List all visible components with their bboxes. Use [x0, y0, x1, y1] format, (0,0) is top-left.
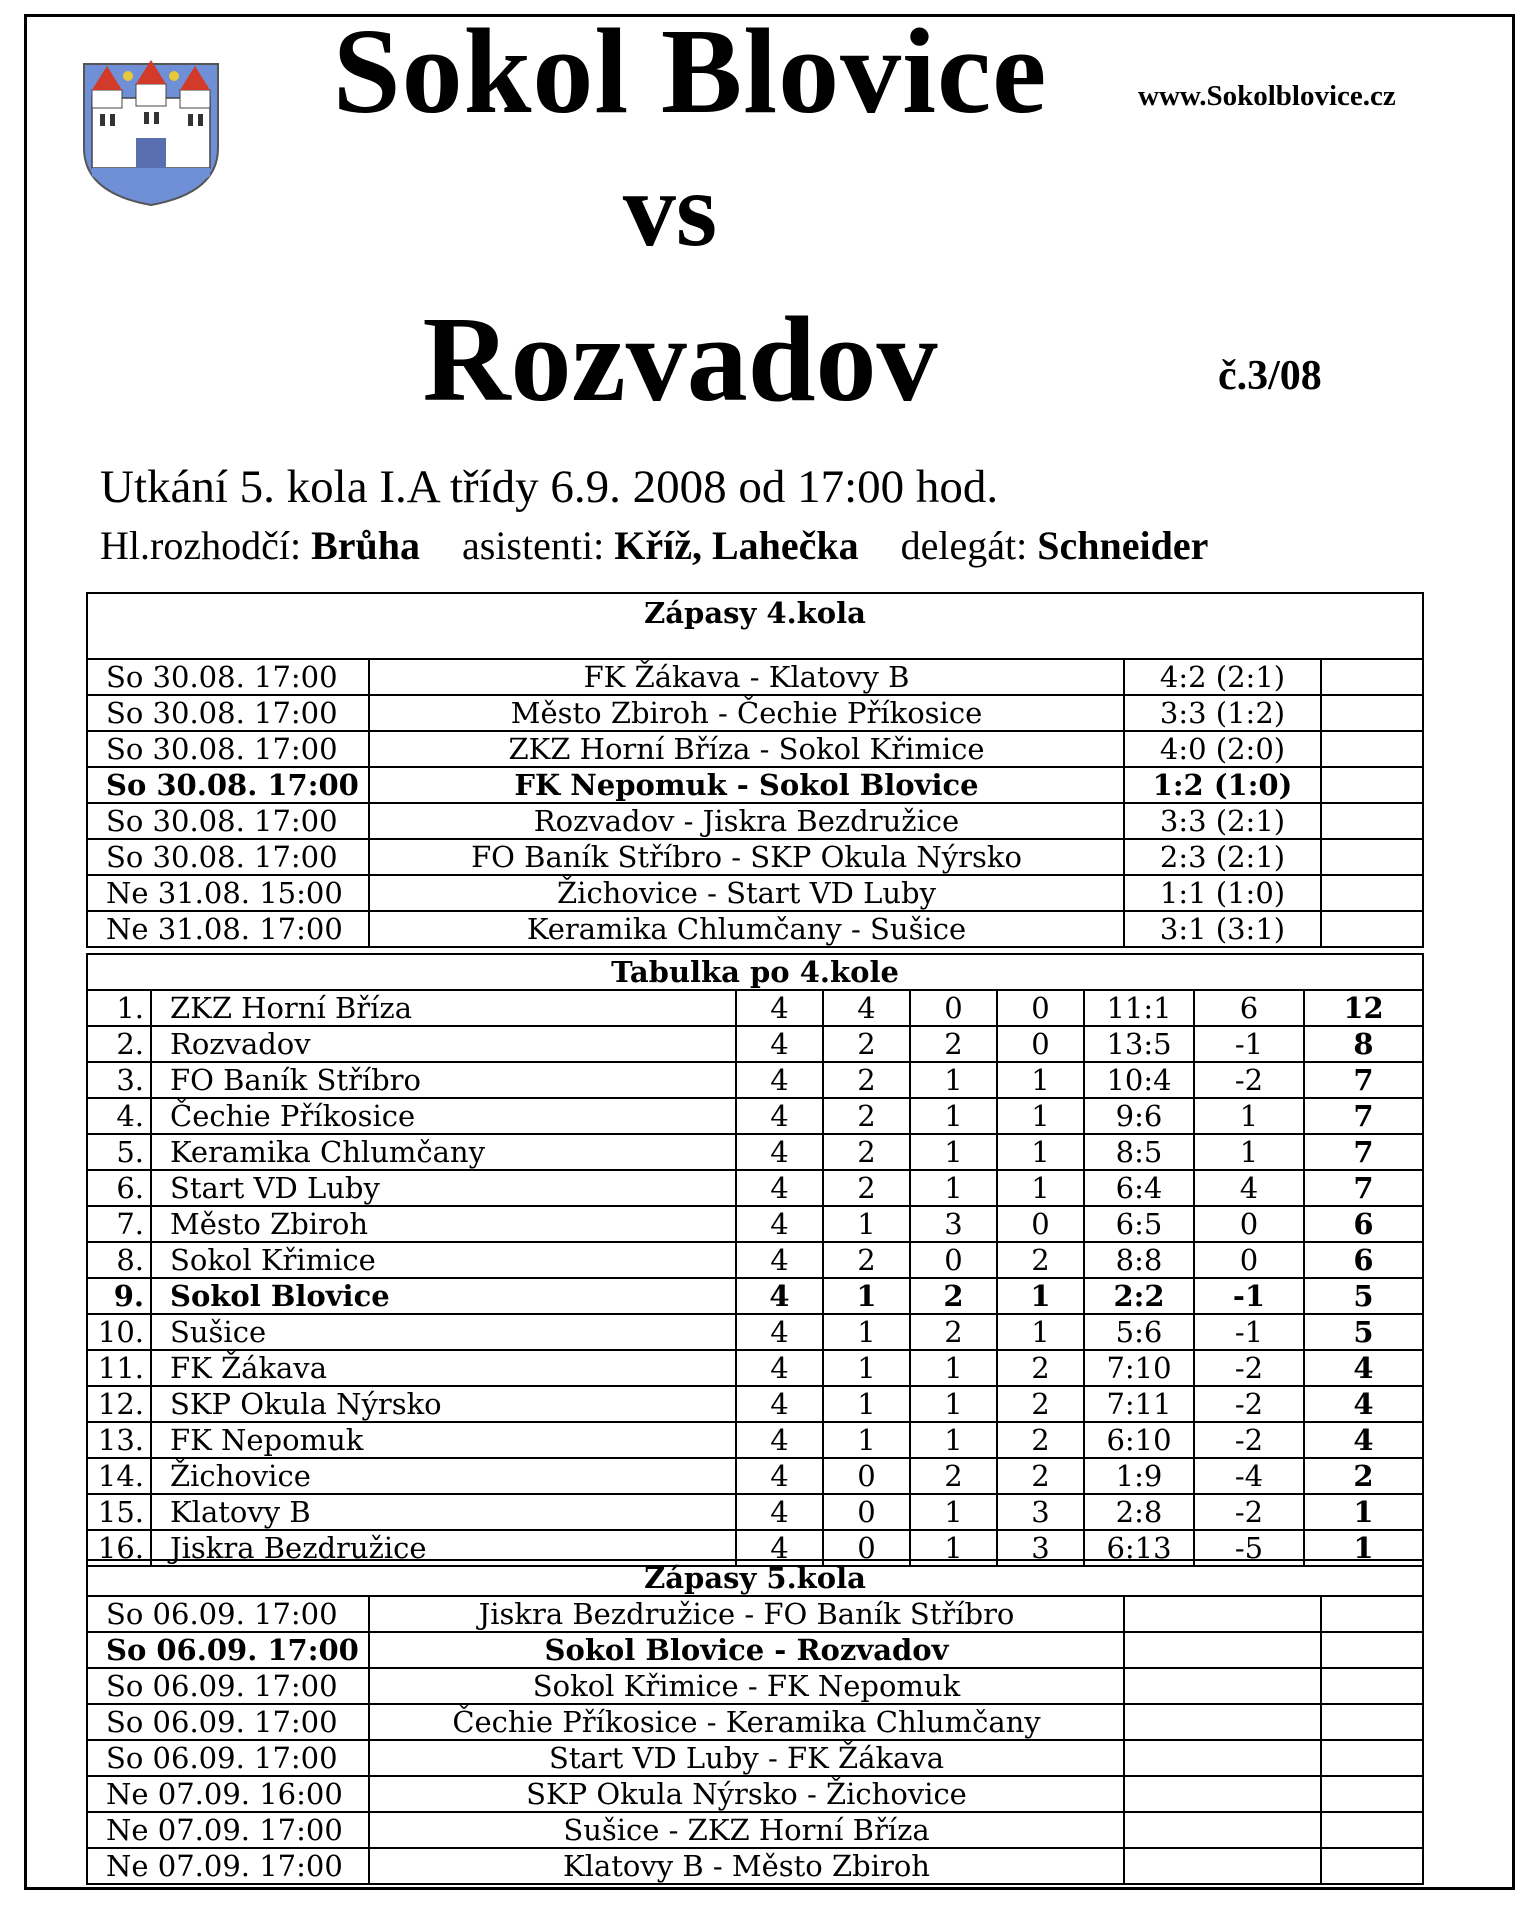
match-score: 3:3 (1:2) — [1124, 695, 1321, 731]
team-name: Město Zbiroh — [151, 1206, 736, 1242]
wins: 2 — [823, 1170, 910, 1206]
table-row — [87, 839, 1423, 875]
table-row — [87, 1812, 1423, 1848]
draws: 1 — [910, 1386, 997, 1422]
team-position: 14. — [87, 1458, 151, 1494]
draws: 2 — [910, 1314, 997, 1350]
draws: 1 — [910, 1350, 997, 1386]
table-row — [87, 875, 1423, 911]
match-extra — [1321, 1668, 1423, 1704]
match-extra — [1321, 1812, 1423, 1848]
points: 2 — [1304, 1458, 1423, 1494]
referee-label: Hl.rozhodčí: — [100, 523, 302, 568]
draws: 1 — [910, 1530, 997, 1566]
played: 4 — [736, 1386, 823, 1422]
match-pairing: Jiskra Bezdružice - FO Baník Stříbro — [369, 1596, 1124, 1632]
match-date: Ne 07.09. 16:00 — [87, 1776, 369, 1812]
team-position: 8. — [87, 1242, 151, 1278]
round5-table — [86, 1559, 1424, 1885]
table-row — [87, 1668, 1423, 1704]
team-position: 7. — [87, 1206, 151, 1242]
wins: 2 — [823, 1062, 910, 1098]
points: 12 — [1304, 990, 1423, 1026]
losses: 2 — [997, 1422, 1084, 1458]
table-row — [87, 1422, 1423, 1458]
draws: 1 — [910, 1062, 997, 1098]
team-name: Start VD Luby — [151, 1170, 736, 1206]
match-info-line: Utkání 5. kola I.A třídy 6.9. 2008 od 17:00 hod. — [100, 461, 999, 513]
played: 4 — [736, 1062, 823, 1098]
delegate-label: delegát: — [900, 523, 1028, 568]
team-position: 1. — [87, 990, 151, 1026]
team-name: Sušice — [151, 1314, 736, 1350]
table-row — [87, 803, 1423, 839]
match-extra — [1321, 839, 1423, 875]
table-row — [87, 1278, 1423, 1314]
played: 4 — [736, 1026, 823, 1062]
losses: 1 — [997, 1278, 1084, 1314]
draws: 0 — [910, 1242, 997, 1278]
draws: 2 — [910, 1026, 997, 1062]
match-score: 4:2 (2:1) — [1124, 659, 1321, 695]
website-url: www.Sokolblovice.cz — [1138, 80, 1396, 112]
assistants-names: Kříž, Lahečka — [614, 523, 859, 568]
goals: 1:9 — [1084, 1458, 1194, 1494]
goals: 7:11 — [1084, 1386, 1194, 1422]
match-pairing: Start VD Luby - FK Žákava — [369, 1740, 1124, 1776]
points: 4 — [1304, 1350, 1423, 1386]
match-score — [1124, 1776, 1321, 1812]
points: 6 — [1304, 1242, 1423, 1278]
match-extra — [1321, 911, 1423, 947]
match-score: 1:2 (1:0) — [1124, 767, 1321, 803]
goal-diff: -1 — [1194, 1026, 1304, 1062]
match-extra — [1321, 767, 1423, 803]
goal-diff: 6 — [1194, 990, 1304, 1026]
match-pairing: Žichovice - Start VD Luby — [369, 875, 1124, 911]
played: 4 — [736, 990, 823, 1026]
wins: 1 — [823, 1350, 910, 1386]
wins: 1 — [823, 1278, 910, 1314]
goal-diff: -5 — [1194, 1530, 1304, 1566]
match-score — [1124, 1596, 1321, 1632]
match-pairing: Sokol Blovice - Rozvadov — [369, 1632, 1124, 1668]
played: 4 — [736, 1098, 823, 1134]
wins: 2 — [823, 1242, 910, 1278]
played: 4 — [736, 1170, 823, 1206]
team-name: Sokol Blovice — [151, 1278, 736, 1314]
points: 7 — [1304, 1134, 1423, 1170]
table-row — [87, 911, 1423, 947]
match-score: 3:3 (2:1) — [1124, 803, 1321, 839]
losses: 1 — [997, 1062, 1084, 1098]
match-score: 2:3 (2:1) — [1124, 839, 1321, 875]
goal-diff: -2 — [1194, 1422, 1304, 1458]
draws: 0 — [910, 990, 997, 1026]
officials-line — [100, 522, 1208, 569]
wins: 1 — [823, 1206, 910, 1242]
draws: 2 — [910, 1458, 997, 1494]
match-date: So 30.08. 17:00 — [87, 803, 369, 839]
table-row — [87, 731, 1423, 767]
team-name: ZKZ Horní Bříza — [151, 990, 736, 1026]
match-date: So 30.08. 17:00 — [87, 839, 369, 875]
match-pairing: ZKZ Horní Bříza - Sokol Křimice — [369, 731, 1124, 767]
wins: 0 — [823, 1458, 910, 1494]
played: 4 — [736, 1494, 823, 1530]
goal-diff: 1 — [1194, 1098, 1304, 1134]
wins: 2 — [823, 1134, 910, 1170]
table-row — [87, 1098, 1423, 1134]
team-name: Klatovy B — [151, 1494, 736, 1530]
played: 4 — [736, 1458, 823, 1494]
played: 4 — [736, 1530, 823, 1566]
losses: 2 — [997, 1458, 1084, 1494]
team-position: 4. — [87, 1098, 151, 1134]
points: 7 — [1304, 1062, 1423, 1098]
match-date: Ne 07.09. 17:00 — [87, 1812, 369, 1848]
goals: 6:4 — [1084, 1170, 1194, 1206]
match-score — [1124, 1668, 1321, 1704]
match-extra — [1321, 1776, 1423, 1812]
match-score — [1124, 1704, 1321, 1740]
team-position: 13. — [87, 1422, 151, 1458]
match-pairing: Rozvadov - Jiskra Bezdružice — [369, 803, 1124, 839]
table-row — [87, 659, 1423, 695]
played: 4 — [736, 1134, 823, 1170]
match-date: Ne 07.09. 17:00 — [87, 1848, 369, 1884]
delegate-name: Schneider — [1037, 523, 1209, 568]
goals: 9:6 — [1084, 1098, 1194, 1134]
goals: 10:4 — [1084, 1062, 1194, 1098]
goal-diff: 0 — [1194, 1242, 1304, 1278]
table-row — [87, 1704, 1423, 1740]
team-name: Jiskra Bezdružice — [151, 1530, 736, 1566]
points: 4 — [1304, 1422, 1423, 1458]
table-row — [87, 767, 1423, 803]
points: 7 — [1304, 1098, 1423, 1134]
team-position: 11. — [87, 1350, 151, 1386]
match-extra — [1321, 1596, 1423, 1632]
losses: 1 — [997, 1098, 1084, 1134]
draws: 1 — [910, 1134, 997, 1170]
match-pairing: FK Žákava - Klatovy B — [369, 659, 1124, 695]
draws: 1 — [910, 1098, 997, 1134]
away-team-title: Rozvadov — [422, 292, 938, 427]
team-position: 16. — [87, 1530, 151, 1566]
match-date: So 30.08. 17:00 — [87, 731, 369, 767]
match-date: So 06.09. 17:00 — [87, 1596, 369, 1632]
losses: 2 — [997, 1242, 1084, 1278]
team-position: 5. — [87, 1134, 151, 1170]
losses: 1 — [997, 1134, 1084, 1170]
played: 4 — [736, 1206, 823, 1242]
table-row — [87, 1848, 1423, 1884]
match-score — [1124, 1632, 1321, 1668]
table-row — [87, 1062, 1423, 1098]
played: 4 — [736, 1350, 823, 1386]
goal-diff: -2 — [1194, 1386, 1304, 1422]
match-date: Ne 31.08. 15:00 — [87, 875, 369, 911]
match-extra — [1321, 1704, 1423, 1740]
match-pairing: Keramika Chlumčany - Sušice — [369, 911, 1124, 947]
table-row — [87, 1386, 1423, 1422]
points: 1 — [1304, 1530, 1423, 1566]
match-score: 4:0 (2:0) — [1124, 731, 1321, 767]
match-date: So 06.09. 17:00 — [87, 1632, 369, 1668]
round5-title: Zápasy 5.kola — [87, 1560, 1423, 1596]
goals: 6:5 — [1084, 1206, 1194, 1242]
goals: 13:5 — [1084, 1026, 1194, 1062]
match-pairing: FK Nepomuk - Sokol Blovice — [369, 767, 1124, 803]
goal-diff: -4 — [1194, 1458, 1304, 1494]
played: 4 — [736, 1314, 823, 1350]
table-row — [87, 1740, 1423, 1776]
match-date: So 06.09. 17:00 — [87, 1740, 369, 1776]
goals: 6:13 — [1084, 1530, 1194, 1566]
team-name: FO Baník Stříbro — [151, 1062, 736, 1098]
goals: 11:1 — [1084, 990, 1194, 1026]
match-score — [1124, 1848, 1321, 1884]
match-extra — [1321, 875, 1423, 911]
table-row — [87, 1776, 1423, 1812]
table-row — [87, 1596, 1423, 1632]
match-pairing: Klatovy B - Město Zbiroh — [369, 1848, 1124, 1884]
table-row — [87, 1134, 1423, 1170]
team-name: Rozvadov — [151, 1026, 736, 1062]
match-pairing: SKP Okula Nýrsko - Žichovice — [369, 1776, 1124, 1812]
points: 5 — [1304, 1278, 1423, 1314]
wins: 2 — [823, 1026, 910, 1062]
match-pairing: Sušice - ZKZ Horní Bříza — [369, 1812, 1124, 1848]
wins: 0 — [823, 1494, 910, 1530]
table-row — [87, 1494, 1423, 1530]
losses: 3 — [997, 1494, 1084, 1530]
issue-number: č.3/08 — [1218, 353, 1322, 399]
draws: 1 — [910, 1170, 997, 1206]
goals: 8:5 — [1084, 1134, 1194, 1170]
team-name: Sokol Křimice — [151, 1242, 736, 1278]
match-date: So 30.08. 17:00 — [87, 695, 369, 731]
table-row — [87, 695, 1423, 731]
table-row — [87, 1170, 1423, 1206]
points: 7 — [1304, 1170, 1423, 1206]
match-extra — [1321, 695, 1423, 731]
standings-table — [86, 953, 1424, 1567]
goals: 7:10 — [1084, 1350, 1194, 1386]
played: 4 — [736, 1278, 823, 1314]
match-date: So 06.09. 17:00 — [87, 1668, 369, 1704]
table-row — [87, 1242, 1423, 1278]
draws: 1 — [910, 1422, 997, 1458]
match-score — [1124, 1812, 1321, 1848]
match-date: So 30.08. 17:00 — [87, 767, 369, 803]
wins: 1 — [823, 1386, 910, 1422]
team-position: 6. — [87, 1170, 151, 1206]
wins: 2 — [823, 1098, 910, 1134]
draws: 3 — [910, 1206, 997, 1242]
goal-diff: -1 — [1194, 1278, 1304, 1314]
table-row — [87, 1314, 1423, 1350]
draws: 1 — [910, 1494, 997, 1530]
losses: 1 — [997, 1170, 1084, 1206]
points: 6 — [1304, 1206, 1423, 1242]
losses: 3 — [997, 1530, 1084, 1566]
match-extra — [1321, 803, 1423, 839]
played: 4 — [736, 1242, 823, 1278]
match-pairing: Město Zbiroh - Čechie Příkosice — [369, 695, 1124, 731]
team-name: Čechie Příkosice — [151, 1098, 736, 1134]
home-team-title: Sokol Blovice — [332, 4, 1048, 139]
team-name: Žichovice — [151, 1458, 736, 1494]
match-extra — [1321, 1632, 1423, 1668]
referee-name: Brůha — [311, 523, 420, 568]
match-extra — [1321, 659, 1423, 695]
points: 4 — [1304, 1386, 1423, 1422]
losses: 2 — [997, 1350, 1084, 1386]
team-position: 3. — [87, 1062, 151, 1098]
table-row — [87, 1458, 1423, 1494]
goals: 2:2 — [1084, 1278, 1194, 1314]
match-score: 3:1 (3:1) — [1124, 911, 1321, 947]
team-name: Keramika Chlumčany — [151, 1134, 736, 1170]
wins: 1 — [823, 1314, 910, 1350]
town-crest-icon — [78, 58, 224, 208]
match-extra — [1321, 1740, 1423, 1776]
team-position: 2. — [87, 1026, 151, 1062]
draws: 2 — [910, 1278, 997, 1314]
goal-diff: -2 — [1194, 1062, 1304, 1098]
goal-diff: 4 — [1194, 1170, 1304, 1206]
table-row — [87, 1632, 1423, 1668]
team-position: 15. — [87, 1494, 151, 1530]
goals: 2:8 — [1084, 1494, 1194, 1530]
points: 8 — [1304, 1026, 1423, 1062]
match-date: So 30.08. 17:00 — [87, 659, 369, 695]
match-pairing: Čechie Příkosice - Keramika Chlumčany — [369, 1704, 1124, 1740]
versus-label: vs — [622, 151, 718, 268]
goal-diff: 1 — [1194, 1134, 1304, 1170]
goals: 6:10 — [1084, 1422, 1194, 1458]
goals: 5:6 — [1084, 1314, 1194, 1350]
goal-diff: -2 — [1194, 1350, 1304, 1386]
match-date: Ne 31.08. 17:00 — [87, 911, 369, 947]
goal-diff: 0 — [1194, 1206, 1304, 1242]
table-row — [87, 1350, 1423, 1386]
team-position: 12. — [87, 1386, 151, 1422]
wins: 0 — [823, 1530, 910, 1566]
played: 4 — [736, 1422, 823, 1458]
team-name: SKP Okula Nýrsko — [151, 1386, 736, 1422]
match-score: 1:1 (1:0) — [1124, 875, 1321, 911]
team-position: 10. — [87, 1314, 151, 1350]
round4-table — [86, 592, 1424, 948]
table-row — [87, 1026, 1423, 1062]
losses: 0 — [997, 990, 1084, 1026]
assistants-label: asistenti: — [462, 523, 605, 568]
table-row — [87, 990, 1423, 1026]
team-name: FK Nepomuk — [151, 1422, 736, 1458]
goal-diff: -1 — [1194, 1314, 1304, 1350]
table-row — [87, 1206, 1423, 1242]
match-extra — [1321, 1848, 1423, 1884]
losses: 0 — [997, 1206, 1084, 1242]
match-pairing: Sokol Křimice - FK Nepomuk — [369, 1668, 1124, 1704]
match-date: So 06.09. 17:00 — [87, 1704, 369, 1740]
wins: 4 — [823, 990, 910, 1026]
match-score — [1124, 1740, 1321, 1776]
points: 1 — [1304, 1494, 1423, 1530]
losses: 1 — [997, 1314, 1084, 1350]
goals: 8:8 — [1084, 1242, 1194, 1278]
team-position: 9. — [87, 1278, 151, 1314]
goal-diff: -2 — [1194, 1494, 1304, 1530]
team-name: FK Žákava — [151, 1350, 736, 1386]
losses: 0 — [997, 1026, 1084, 1062]
wins: 1 — [823, 1422, 910, 1458]
round4-title: Zápasy 4.kola — [87, 593, 1423, 659]
points: 5 — [1304, 1314, 1423, 1350]
standings-title: Tabulka po 4.kole — [87, 954, 1423, 990]
match-pairing: FO Baník Stříbro - SKP Okula Nýrsko — [369, 839, 1124, 875]
losses: 2 — [997, 1386, 1084, 1422]
match-extra — [1321, 731, 1423, 767]
